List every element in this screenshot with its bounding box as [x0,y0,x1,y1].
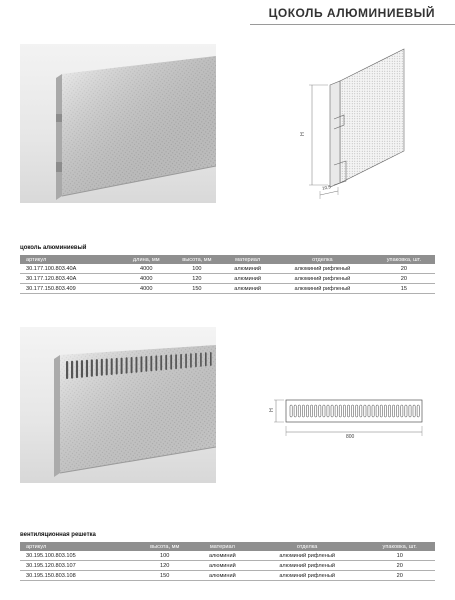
table-cell: 4000 [122,274,170,284]
table-cell: 30.177.150.803.409 [20,284,122,294]
table-cell: алюминий [195,571,250,581]
plinth-panel-illustration [20,44,216,203]
plinth-table [20,255,435,294]
page-title: ЦОКОЛЬ АЛЮМИНИЕВЫЙ [268,6,435,20]
vent-grille-photo [20,327,216,483]
table-cell: 20 [364,571,435,581]
table-cell: 30.177.100.803.40A [20,264,122,274]
table-cell: алюминий рифленый [272,264,373,274]
table-cell: 100 [170,264,223,274]
column-header: отделка [272,255,373,264]
column-header: высота, мм [135,542,195,551]
table-cell: алюминий рифленый [250,571,365,581]
table-row [20,571,435,581]
column-header: высота, мм [170,255,223,264]
table-row [20,561,435,571]
table-row [20,284,435,294]
table-cell: 150 [170,284,223,294]
table-cell: алюминий рифленый [272,274,373,284]
table-cell: 4000 [122,284,170,294]
table-cell: 30.177.120.803.40A [20,274,122,284]
table-header-row [20,255,435,264]
table-cell: 20 [364,561,435,571]
table-header-row [20,542,435,551]
column-header: длина, мм [122,255,170,264]
table-row [20,274,435,284]
table-cell: 15 [373,284,435,294]
plinth-profile-drawing [296,45,412,203]
table-cell: 100 [135,551,195,561]
section-label-vent-grille: вентиляционная решетка [20,532,96,538]
plinth-photo [20,44,216,203]
column-header: упаковка, шт. [373,255,435,264]
section-label-plinth: цоколь алюминиевый [20,245,87,251]
column-header: материал [223,255,272,264]
table-cell: 30.195.100.803.105 [20,551,135,561]
vent-grille-panel-illustration [20,327,216,483]
column-header: артикул [20,542,135,551]
table-cell: 150 [135,571,195,581]
column-header: артикул [20,255,122,264]
column-header: материал [195,542,250,551]
table-cell: алюминий [223,284,272,294]
table-cell: алюминий рифленый [250,561,365,571]
table-cell: алюминий рифленый [250,551,365,561]
dimension-depth-label: 10,5 [321,184,332,191]
table-cell: 30.195.150.803.108 [20,571,135,581]
table-cell: 10 [364,551,435,561]
table-cell: 20 [373,274,435,284]
table-cell: алюминий [195,561,250,571]
table-cell: алюминий [195,551,250,561]
column-header: отделка [250,542,365,551]
dimension-height-label: H [299,132,306,136]
table-row [20,551,435,561]
table-cell: 20 [373,264,435,274]
vent-grille-table [20,542,435,581]
table-cell: 120 [135,561,195,571]
column-header: упаковка, шт. [364,542,435,551]
table-cell: 120 [170,274,223,284]
table-cell: 4000 [122,264,170,274]
dimension-height-label: H [268,408,275,412]
vent-grille-drawing [270,386,432,446]
table-cell: алюминий [223,274,272,284]
table-cell: алюминий рифленый [272,284,373,294]
dimension-length-label: 800 [346,434,355,440]
table-cell: 30.195.120.803.107 [20,561,135,571]
table-row [20,264,435,274]
table-cell: алюминий [223,264,272,274]
